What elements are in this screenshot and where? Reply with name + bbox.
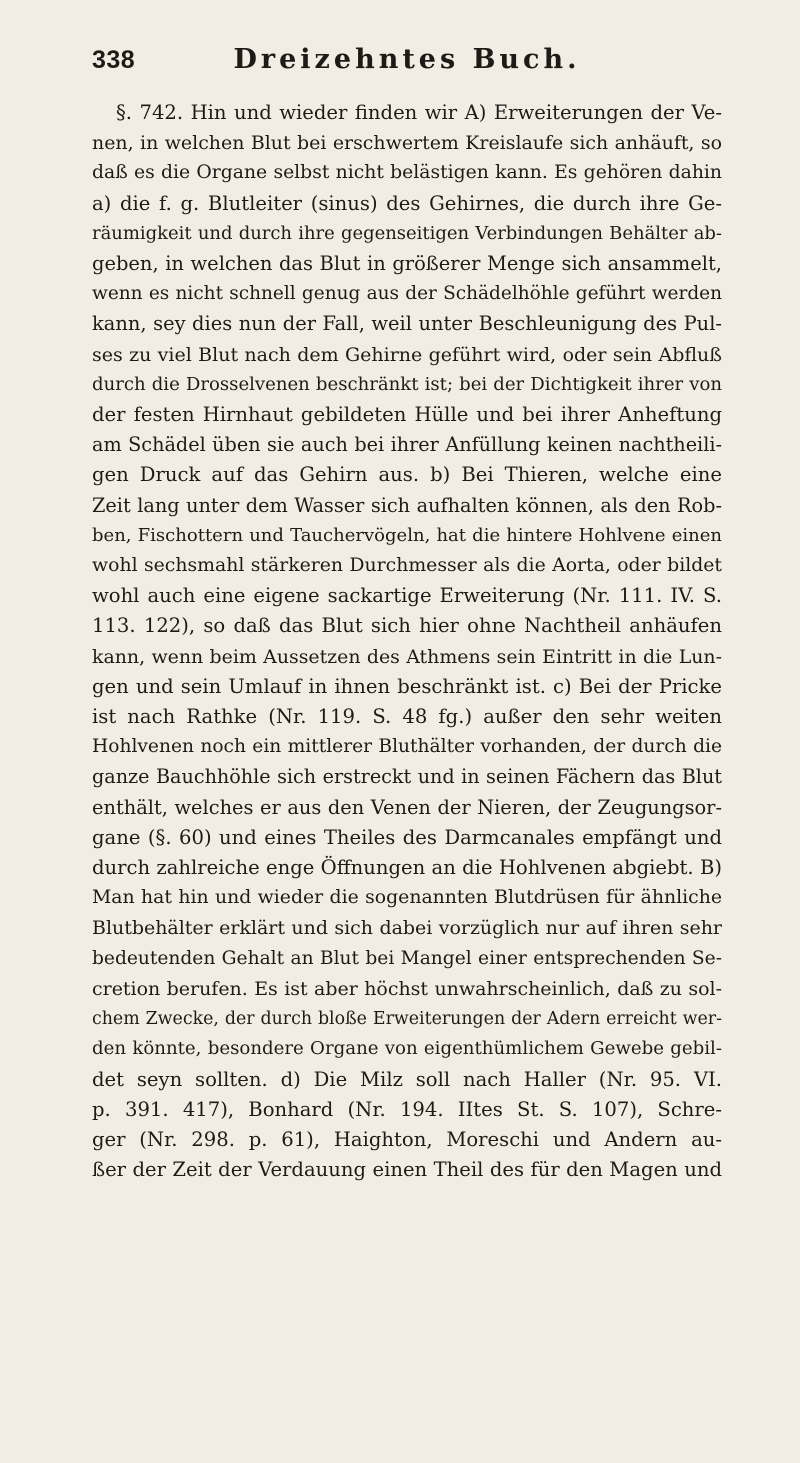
paragraph-742 — [92, 98, 722, 1185]
text-line: §. 742. Hin und wieder finden wir A) Erweiterungen der Ve- — [116, 101, 722, 124]
text-line: wohl sechsmahl stärkeren Durchmesser als die Aorta, oder bildet — [92, 555, 722, 577]
text-line: det seyn sollten. d) Die Milz soll nach Haller (Nr. 95. VI. — [92, 1067, 722, 1091]
text-line: ben, Fischottern und Tauchervögeln, hat die hintere Hohlvene einen — [92, 524, 722, 546]
text-line: daß es die Organe selbst nicht belästigen kann. Es gehören dahin — [92, 162, 722, 184]
text-line: gane (§. 60) und eines Theiles des Darmcanales empfängt und — [92, 825, 722, 849]
text-line: geben, in welchen das Blut in größerer Menge sich ansammelt, — [92, 252, 722, 276]
text-line: bedeutenden Gehalt an Blut bei Mangel einer entsprechenden Se- — [92, 947, 722, 969]
text-line: p. 391. 417), Bonhard (Nr. 194. IItes St. S. 107), Schre- — [92, 1097, 722, 1121]
text-line: Blutbehälter erklärt und sich dabei vorzüglich nur auf ihren sehr — [92, 917, 722, 940]
text-line: ganze Bauchhöhle sich erstreckt und in seinen Fächern das Blut — [92, 765, 722, 789]
text-line: ger (Nr. 298. p. 61), Haighton, Moreschi und Andern au- — [92, 1127, 722, 1151]
text-line: wohl auch eine eigene sackartige Erweiterung (Nr. 111. IV. S. — [92, 584, 722, 608]
running-title: Dreizehntes Buch. — [233, 44, 581, 75]
text-line: nen, in welchen Blut bei erschwertem Kreislaufe sich anhäuft, so — [92, 132, 722, 155]
text-line: a) die f. g. Blutleiter (sinus) des Gehirnes, die durch ihre Ge- — [92, 191, 722, 215]
text-line: Zeit lang unter dem Wasser sich aufhalten können, als den Rob- — [92, 493, 722, 517]
text-line: gen Druck auf das Gehirn aus. b) Bei Thieren, welche eine — [92, 463, 722, 487]
text-line: gen und sein Umlauf in ihnen beschränkt ist. c) Bei der Pricke — [92, 674, 722, 698]
page-header — [92, 44, 722, 84]
text-line: enthält, welches er aus den Venen der Nieren, der Zeugungsor- — [92, 795, 722, 819]
text-line: räumigkeit und durch ihre gegenseitigen Verbindungen Behälter ab- — [92, 222, 722, 244]
text-line: ses zu viel Blut nach dem Gehirne geführt wird, oder sein Abfluß — [92, 343, 722, 366]
page-number: 338 — [92, 46, 136, 74]
text-line: durch die Drosselvenen beschränkt ist; bei der Dichtigkeit ihrer von — [92, 373, 722, 395]
text-line: 113. 122), so daß das Blut sich hier ohne Nachtheil anhäufen — [92, 614, 722, 638]
text-line: kann, sey dies nun der Fall, weil unter Beschleunigung des Pul- — [92, 312, 722, 336]
text-line: durch zahlreiche enge Öffnungen an die Hohlvenen abgiebt. B) — [92, 856, 722, 880]
text-line: den könnte, besondere Organe von eigenthümlichem Gewebe gebil- — [92, 1038, 722, 1060]
text-line: ßer der Zeit der Verdauung einen Theil des für den Magen und — [92, 1158, 722, 1182]
text-line: der festen Hirnhaut gebildeten Hülle und bei ihrer Anheftung — [92, 403, 722, 427]
text-line: kann, wenn beim Aussetzen des Athmens sein Eintritt in die Lun- — [92, 645, 722, 668]
text-line: am Schädel üben sie auch bei ihrer Anfüllung keinen nachtheili- — [92, 433, 722, 457]
text-line: cretion berufen. Es ist aber höchst unwahrscheinlich, daß zu sol- — [92, 977, 722, 1000]
text-line: Man hat hin und wieder die sogenannten Blutdrüsen für ähnliche — [92, 887, 722, 909]
text-line: Hohlvenen noch ein mittlerer Bluthälter vorhanden, der durch die — [92, 736, 722, 758]
text-line: ist nach Rathke (Nr. 119. S. 48 fg.) außer den sehr weiten — [92, 705, 722, 729]
text-line: chem Zwecke, der durch bloße Erweiterungen der Adern erreicht wer- — [92, 1009, 722, 1030]
text-line: wenn es nicht schnell genug aus der Schädelhöhle geführt werden — [92, 283, 722, 305]
